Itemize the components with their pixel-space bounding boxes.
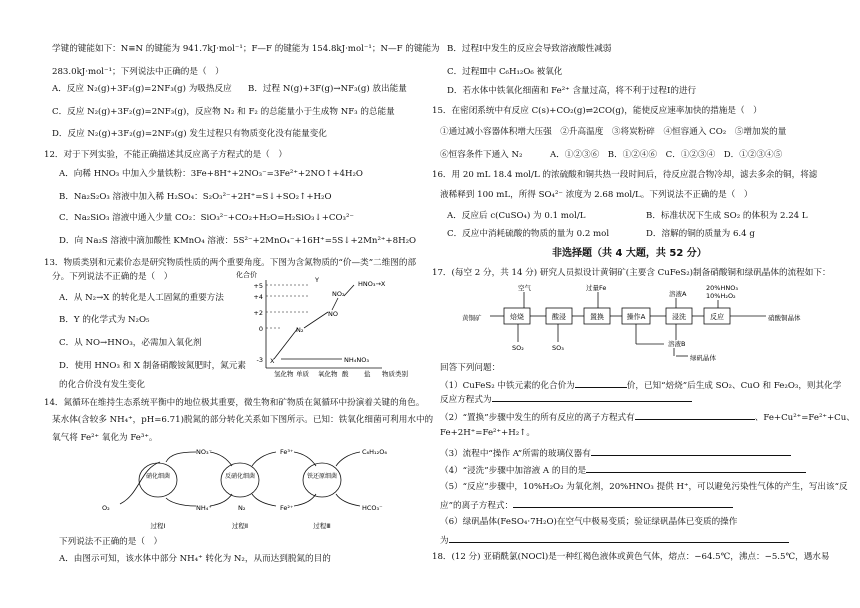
option-b: B．Y 的化学式为 N₂O₅ <box>59 315 150 325</box>
text-line <box>440 411 855 424</box>
species-label: N₂ <box>238 504 246 512</box>
flow-label: 过量Fe <box>586 284 607 292</box>
text-line <box>440 464 806 477</box>
text-line: 的化合价没有发生变化 <box>59 380 145 390</box>
option-a: A．反应后 c(CuSO₄) 为 0.1 mol/L <box>447 211 586 221</box>
category-label: 酸 <box>342 370 349 378</box>
option-d: D．溶解的铜的质量为 6.4 g <box>646 229 755 239</box>
question-12: 12．对于下列实验，不能正确描述其反应离子方程式的是（ ） <box>44 150 287 160</box>
text-line: 283.0kJ·mol⁻¹；下列说法中正确的是（ ） <box>52 67 224 77</box>
option-d: D．向 Na₂S 溶液中滴加酸性 KMnO₄ 溶液：5S²⁻+2MnO₄⁻+16H⁺=5S↓+2Mn²⁺+8H₂O <box>59 236 417 246</box>
category-label: 单质 <box>296 370 309 378</box>
flow-label: 空气 <box>518 284 531 292</box>
text-line: Fe+2H⁺=Fe²⁺+H₂↑。 <box>440 428 535 438</box>
category-label: 盐 <box>364 370 371 378</box>
option-c: C．从 NO→HNO₃，必需加入氧化剂 <box>59 338 202 348</box>
text-line <box>440 379 841 392</box>
sub-question: （2）“置换”步骤中发生的所有反应的离子方程式有 <box>440 413 635 423</box>
point-label: NO₂ <box>332 290 345 298</box>
option-b: B．标准状况下生成 SO₂ 的体积为 2.24 L <box>646 211 808 221</box>
answer-blank[interactable] <box>586 464 806 473</box>
nitrogen-cycle-diagram <box>100 444 410 534</box>
question-17: 17．(每空 2 分，共 14 分) 研究人员拟设计黄铜矿(主要含 CuFeS₂)制备硝酸铜和绿矾晶体的流程如下： <box>432 268 831 278</box>
point-label: Y <box>315 276 319 284</box>
tick-label: +5 <box>253 282 263 290</box>
process-label: 过程Ⅲ <box>313 522 331 530</box>
tick-label: 0 <box>258 325 263 333</box>
answer-blank[interactable] <box>591 447 791 456</box>
y-axis-label: 化合价 <box>236 271 257 279</box>
question-18: 18．(12 分) 亚硝酰氯(NOCl)是一种红褐色液体或黄色气体，熔点：−64.5℃，沸点：−5.5℃，遇水易 <box>432 552 830 562</box>
text-line: 学键的键能如下：N≡N 的键能为 941.7kJ·mol⁻¹；F—F 的键能为 154.8kJ·mol⁻¹；N—F 的键能为 <box>52 44 440 54</box>
text-line: ①通过减小容器体积增大压强 ②升高温度 ③将炭粉碎 ④恒容通入 CO₂ ⑤增加炭的量 <box>440 127 787 137</box>
species-label: Fe²⁺ <box>280 504 294 512</box>
answer-blank[interactable] <box>449 534 789 543</box>
text-line <box>440 534 789 547</box>
text-line: （6）绿矾晶体(FeSO₄·7H₂O)在空气中极易变质；验证绿矾晶体已变质的操作 <box>440 517 738 527</box>
sub-question: （4）“浸洗”步骤中加溶液 A 的目的是 <box>440 466 587 476</box>
species-label: NO₃⁻ <box>196 448 213 456</box>
question-16: 16．用 20 mL 18.4 mol/L 的浓硫酸和铜共热一段时间后，待反应混合物冷却，滤去多余的铜，将滤 <box>432 170 818 180</box>
species-label: NH₄⁺ <box>196 504 212 512</box>
point-label: NH₄NO₃ <box>344 356 369 364</box>
process-label: 过程Ⅰ <box>150 522 166 530</box>
text-line <box>440 393 692 406</box>
option-b: B．Na₂S₂O₃ 溶液中加入稀 H₂SO₄：S₂O₃²⁻+2H⁺=S↓+SO₂↑+H₂O <box>59 192 332 202</box>
flow-label: 溶液A <box>669 290 687 298</box>
point-label: X <box>270 357 275 365</box>
option-c: C．反应 N₂(g)+3F₂(g)=2NF₃(g)，反应物 N₂ 和 F₂ 的总能量小于生成物 NF₃ 的总能量 <box>52 107 395 117</box>
step-box: 置换 <box>590 313 604 321</box>
text-line: 液稀释到 100 mL，所得 SO₄²⁻ 浓度为 2.68 mol/L。下列说法不正确的是（ ） <box>440 190 753 200</box>
text-line: 下列说法不正确的是（ ） <box>59 537 163 547</box>
answer-blank[interactable] <box>635 411 755 420</box>
step-box: 浸洗 <box>672 313 686 321</box>
question-13: 13．物质类别和元素价态是研究物质性质的两个重要角度。下图为含氮物质的“价—类”二维图的部 <box>44 258 417 268</box>
option-d: D．若水体中铁氧化细菌和 Fe²⁺ 含量过高，将不利于过程Ⅰ的进行 <box>447 86 697 96</box>
nitrogen-valence-diagram <box>232 268 432 384</box>
bacteria-label: 硝化细菌 <box>145 473 171 480</box>
option-b: B．过程Ⅰ中发生的反应会导致溶液酸性减弱 <box>447 44 612 54</box>
option-a: A．从 N₂→X 的转化是人工固氮的重要方法 <box>59 293 224 303</box>
answer-blank[interactable] <box>492 393 692 402</box>
species-label: O₂ <box>102 504 110 512</box>
text-line <box>440 499 733 512</box>
choices: A．①②③⑥ B．①②④⑥ C．①②③④ D．①②③④⑤ <box>550 150 783 160</box>
option-d: D．反应 N₂(g)+3F₂(g)=2NF₃(g) 发生过程只有物质变化没有能量变化 <box>52 129 327 139</box>
species-label: Fe³⁺ <box>280 448 294 456</box>
x-axis-label: 物质类别 <box>382 370 408 378</box>
answer-blank[interactable] <box>575 379 627 388</box>
flow-label: SO₂ <box>512 344 524 352</box>
flow-label: 溶液B <box>668 340 686 348</box>
flow-label: 黄铜矿 <box>462 314 482 322</box>
option-c: C．Na₂SiO₃ 溶液中通入少量 CO₂：SiO₃²⁻+CO₂+H₂O=H₂SiO₃↓+CO₃²⁻ <box>59 213 354 223</box>
tick-label: -3 <box>256 356 263 364</box>
option-c: C．过程Ⅲ中 C₆H₁₂O₆ 被氧化 <box>447 67 563 77</box>
text: 应”的离子方程式： <box>440 501 514 511</box>
point-label: HNO₃→X <box>358 280 386 288</box>
category-label: 氢化物 <box>274 370 294 378</box>
step-box: 操作A <box>626 313 646 321</box>
bacteria-label: 反硝化细菌 <box>224 473 256 480</box>
process-flowchart <box>462 282 840 362</box>
text-line: 某水体(含较多 NH₄⁺，pH=6.71)脱氮的部分转化关系如下图所示。已知：铁氧化细菌可利用水中的 <box>52 415 434 425</box>
option-a: A．由图示可知，该水体中部分 NH₄⁺ 转化为 N₂，从而达到脱氮的目的 <box>59 554 331 564</box>
sub-question: （1）CuFeS₂ 中铁元素的化合价为 <box>440 381 575 391</box>
category-label: 氧化物 <box>318 370 338 378</box>
flow-label: SO₃ <box>552 344 564 352</box>
text-line: ⑥恒容条件下通入 N₂ <box>440 150 523 160</box>
text-line: （5）“反应”步骤中，10%H₂O₂ 为氧化剂，20%HNO₃ 提供 H⁺，可以避免污染性气体的产生，写出该“反 <box>440 482 848 492</box>
step-box: 酸浸 <box>552 313 566 321</box>
sub-question: （3）流程中“操作 A”所需的玻璃仪器有 <box>440 449 591 459</box>
point-label: NO <box>328 310 338 318</box>
process-label: 过程Ⅱ <box>231 522 249 530</box>
flow-label: 10%H₂O₂ <box>706 292 736 300</box>
option-d: D．使用 HNO₃ 和 X 制备硝酸铵氮肥时，氮元素 <box>59 361 246 371</box>
answer-blank[interactable] <box>513 499 733 508</box>
text-line: 回答下列问题： <box>440 363 501 373</box>
flow-label: 硝酸铜晶体 <box>768 314 801 322</box>
question-14: 14．氮循环在维持生态系统平衡中的地位极其重要，微生物和矿物质在氮循环中扮演着关键的角色。 <box>44 398 425 408</box>
step-box: 反应 <box>710 313 724 321</box>
text: 为 <box>440 536 449 546</box>
text-line <box>440 447 791 460</box>
question-15: 15．在密闭系统中有反应 C(s)+CO₂(g)⇌2CO(g)，能使反应速率加快的措施是（ ） <box>432 106 762 116</box>
text: 反应方程式为 <box>440 395 492 405</box>
species-label: C₆H₁₂O₆ <box>362 448 387 456</box>
flow-label: 20%HNO₃ <box>706 284 738 292</box>
text-line: 氧气将 Fe²⁺ 氧化为 Fe³⁺。 <box>52 433 158 443</box>
section-heading: 非选择题（共 4 大题，共 52 分） <box>552 248 707 259</box>
tick-label: +4 <box>253 293 263 301</box>
option-a: A．向稀 HNO₃ 中加入少量铁粉：3Fe+8H⁺+2NO₃⁻=3Fe²⁺+2NO↑+4H₂O <box>59 169 363 179</box>
species-label: HCO₃⁻ <box>362 504 383 512</box>
text: 价，已知“焙烧”后生成 SO₂、CuO 和 Fe₂O₃，则其化学 <box>626 381 842 391</box>
text: 、Fe+Cu²⁺=Fe²⁺+Cu、 <box>754 413 855 423</box>
bacteria-label: 铁还原细菌 <box>306 473 338 480</box>
flow-label: 绿矾晶体 <box>690 354 716 362</box>
text-line: 分。下列说法不正确的是（ ） <box>52 272 173 282</box>
point-label: N₂ <box>296 326 304 334</box>
tick-label: +2 <box>253 309 263 317</box>
step-box: 焙烧 <box>510 313 524 321</box>
option-c: C．反应中消耗硫酸的物质的量为 0.2 mol <box>447 229 610 239</box>
option-b: B．过程 N(g)+3F(g)→NF₃(g) 放出能量 <box>248 84 407 94</box>
option-a: A．反应 N₂(g)+3F₂(g)=2NF₃(g) 为吸热反应 <box>52 84 232 94</box>
